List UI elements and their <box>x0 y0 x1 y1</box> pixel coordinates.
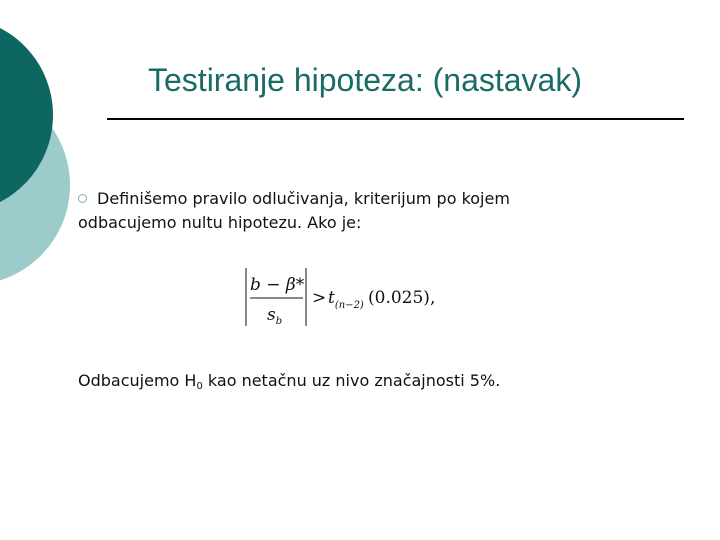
formula-denominator: $s_b$ <box>267 305 283 327</box>
title-divider <box>107 118 684 120</box>
t-statistic: $t_{(n-2)}$ <box>328 288 364 311</box>
bullet-circle-icon <box>78 194 87 203</box>
decorative-circles <box>0 0 120 300</box>
conclusion-prefix: Odbacujemo H <box>78 371 197 390</box>
conclusion-suffix: kao netačnu uz nivo značajnosti 5%. <box>202 371 501 390</box>
slide-title: Testiranje hipoteza: (nastavak) <box>148 62 582 98</box>
decision-rule-formula <box>240 262 440 332</box>
critical-value-argument: (0.025) <box>368 288 430 308</box>
formula-trailing-comma: , <box>430 288 436 308</box>
bullet-line-2: odbacujemo nultu hipotezu. Ako je: <box>78 213 362 232</box>
conclusion-text <box>78 369 678 393</box>
formula-numerator: b − β* <box>250 275 305 295</box>
h0-subscript: 0 <box>196 381 203 392</box>
greater-than-operator: > <box>312 288 327 308</box>
bullet-paragraph <box>78 187 678 235</box>
bullet-line-1: Definišemo pravilo odlučivanja, kriterijum po kojem <box>97 189 510 208</box>
